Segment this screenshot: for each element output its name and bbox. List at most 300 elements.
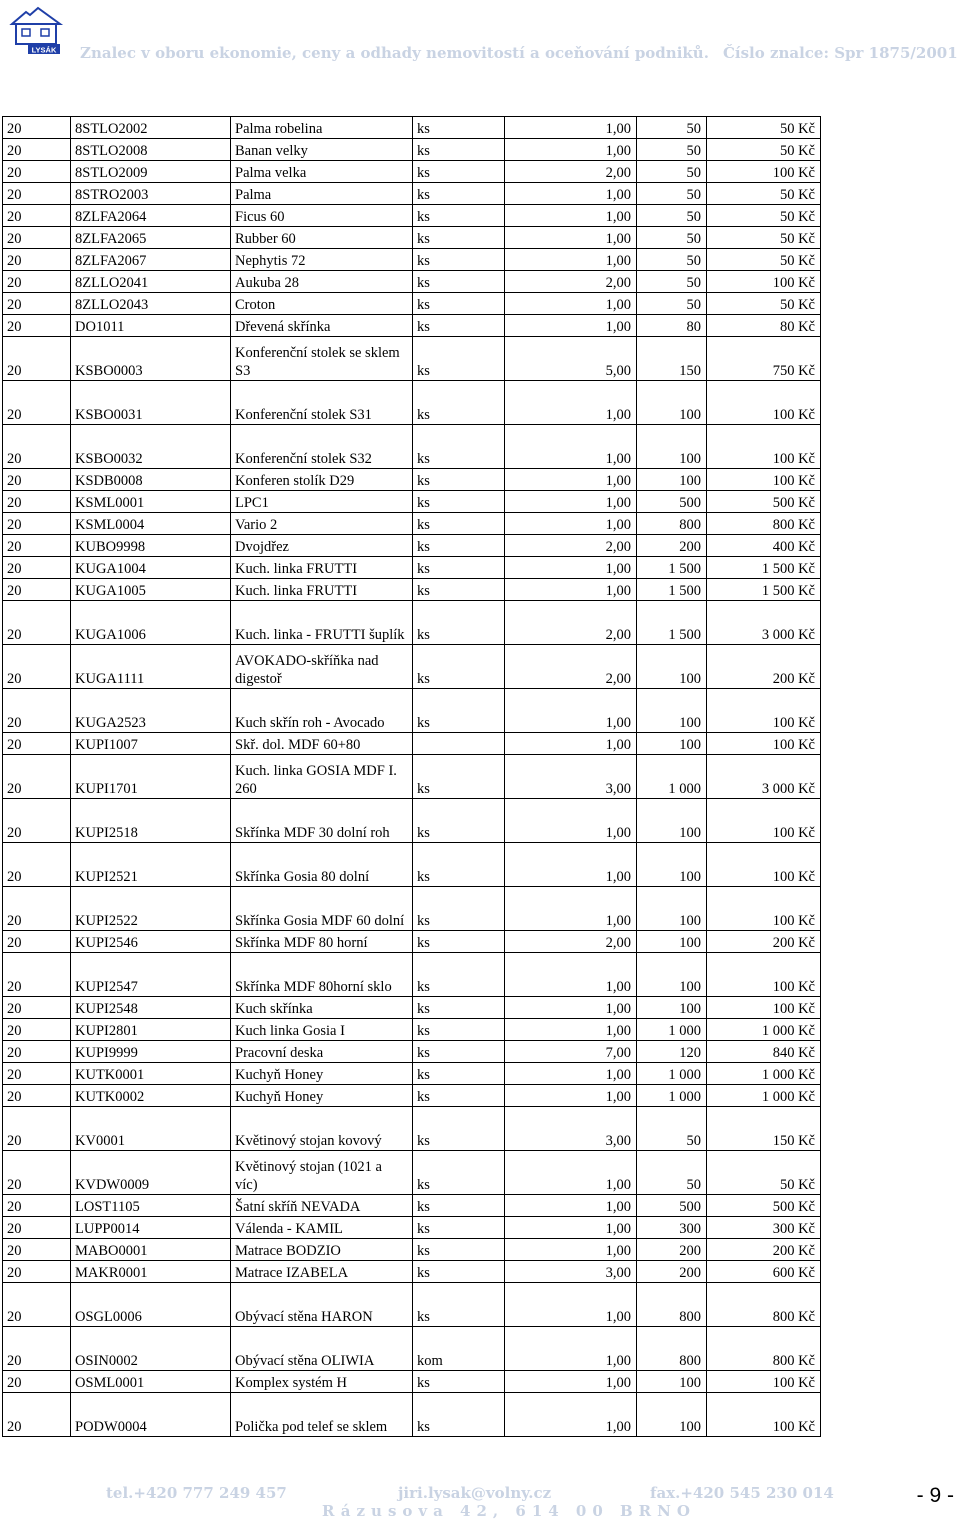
- cell-code: 8STLO2009: [71, 161, 231, 183]
- table-row: [3, 997, 821, 1019]
- cell-quantity: 1,00: [505, 227, 637, 249]
- cell-category: 20: [3, 931, 71, 953]
- cell-name: Skřínka Gosia MDF 60 dolní: [231, 887, 413, 931]
- table-row: [3, 293, 821, 315]
- cell-unit: ks: [413, 1151, 505, 1195]
- cell-unit-price: 100: [637, 733, 707, 755]
- cell-code: KUPI2546: [71, 931, 231, 953]
- cell-unit-price: 500: [637, 1195, 707, 1217]
- cell-name: Banan velky: [231, 139, 413, 161]
- table-row: [3, 1217, 821, 1239]
- table-row: [3, 381, 821, 425]
- cell-unit-price: 800: [637, 513, 707, 535]
- cell-name: Komplex systém H: [231, 1371, 413, 1393]
- cell-unit: ks: [413, 601, 505, 645]
- cell-unit-price: 50: [637, 293, 707, 315]
- cell-name: Polička pod telef se sklem: [231, 1393, 413, 1437]
- table-row: [3, 161, 821, 183]
- cell-unit-price: 1 000: [637, 1019, 707, 1041]
- cell-category: 20: [3, 1151, 71, 1195]
- table-row: [3, 1261, 821, 1283]
- cell-unit-price: 100: [637, 953, 707, 997]
- inventory-table-body: [3, 117, 821, 1437]
- cell-quantity: 1,00: [505, 887, 637, 931]
- cell-unit: ks: [413, 1085, 505, 1107]
- cell-quantity: 1,00: [505, 293, 637, 315]
- cell-quantity: 1,00: [505, 183, 637, 205]
- cell-code: KUPI2521: [71, 843, 231, 887]
- cell-unit: ks: [413, 931, 505, 953]
- cell-quantity: 3,00: [505, 755, 637, 799]
- cell-unit: ks: [413, 645, 505, 689]
- cell-category: 20: [3, 557, 71, 579]
- cell-code: KUTK0001: [71, 1063, 231, 1085]
- cell-category: 20: [3, 1195, 71, 1217]
- footer-email: jiri.lysak@volny.cz: [398, 1484, 552, 1502]
- footer-phone: tel.+420 777 249 457: [106, 1484, 287, 1502]
- cell-category: 20: [3, 337, 71, 381]
- cell-unit: ks: [413, 271, 505, 293]
- cell-name: Kuchyň Honey: [231, 1085, 413, 1107]
- cell-total: 300 Kč: [707, 1217, 821, 1239]
- cell-quantity: 1,00: [505, 579, 637, 601]
- cell-category: 20: [3, 579, 71, 601]
- table-row: [3, 1151, 821, 1195]
- cell-quantity: 5,00: [505, 337, 637, 381]
- cell-unit-price: 100: [637, 931, 707, 953]
- cell-total: 750 Kč: [707, 337, 821, 381]
- cell-code: MAKR0001: [71, 1261, 231, 1283]
- cell-category: 20: [3, 887, 71, 931]
- cell-unit: ks: [413, 381, 505, 425]
- cell-total: 100 Kč: [707, 843, 821, 887]
- table-row: [3, 491, 821, 513]
- cell-total: 200 Kč: [707, 931, 821, 953]
- cell-name: Croton: [231, 293, 413, 315]
- cell-name: Dvojdřez: [231, 535, 413, 557]
- cell-category: 20: [3, 293, 71, 315]
- cell-name: Šatní skříň NEVADA: [231, 1195, 413, 1217]
- cell-unit-price: 300: [637, 1217, 707, 1239]
- cell-total: 50 Kč: [707, 183, 821, 205]
- cell-category: 20: [3, 689, 71, 733]
- cell-quantity: 1,00: [505, 249, 637, 271]
- cell-quantity: 1,00: [505, 117, 637, 139]
- cell-quantity: 1,00: [505, 1239, 637, 1261]
- cell-unit: ks: [413, 337, 505, 381]
- cell-total: 500 Kč: [707, 491, 821, 513]
- cell-code: KUGA2523: [71, 689, 231, 733]
- cell-unit: ks: [413, 843, 505, 887]
- cell-quantity: 1,00: [505, 469, 637, 491]
- cell-unit-price: 50: [637, 139, 707, 161]
- cell-unit: ks: [413, 953, 505, 997]
- cell-category: 20: [3, 139, 71, 161]
- table-row: [3, 733, 821, 755]
- cell-name: Pracovní deska: [231, 1041, 413, 1063]
- cell-quantity: 2,00: [505, 601, 637, 645]
- cell-code: KUPI1007: [71, 733, 231, 755]
- cell-name: AVOKADO-skříňka nad digestoř: [231, 645, 413, 689]
- table-row: [3, 315, 821, 337]
- cell-unit: ks: [413, 887, 505, 931]
- cell-unit-price: 100: [637, 1393, 707, 1437]
- cell-code: KVDW0009: [71, 1151, 231, 1195]
- cell-category: 20: [3, 469, 71, 491]
- company-logo: [8, 4, 64, 56]
- cell-category: 20: [3, 1393, 71, 1437]
- cell-unit-price: 150: [637, 337, 707, 381]
- cell-code: KSML0004: [71, 513, 231, 535]
- cell-category: 20: [3, 161, 71, 183]
- cell-unit-price: 1 500: [637, 601, 707, 645]
- cell-total: 50 Kč: [707, 227, 821, 249]
- cell-category: 20: [3, 1019, 71, 1041]
- cell-category: 20: [3, 645, 71, 689]
- cell-unit: ks: [413, 1063, 505, 1085]
- cell-total: 3 000 Kč: [707, 601, 821, 645]
- cell-unit: ks: [413, 425, 505, 469]
- cell-code: 8ZLFA2067: [71, 249, 231, 271]
- cell-name: Konferen stolík D29: [231, 469, 413, 491]
- cell-name: Skřínka MDF 80 horní: [231, 931, 413, 953]
- logo-text: LYSÁK: [31, 45, 57, 55]
- cell-category: 20: [3, 1041, 71, 1063]
- cell-code: KUGA1004: [71, 557, 231, 579]
- cell-total: 100 Kč: [707, 381, 821, 425]
- cell-code: KSML0001: [71, 491, 231, 513]
- cell-category: 20: [3, 1283, 71, 1327]
- cell-code: KSBO0031: [71, 381, 231, 425]
- cell-category: 20: [3, 755, 71, 799]
- cell-name: Nephytis 72: [231, 249, 413, 271]
- cell-total: 1 500 Kč: [707, 557, 821, 579]
- cell-unit: ks: [413, 689, 505, 733]
- cell-quantity: 1,00: [505, 1151, 637, 1195]
- cell-total: 1 000 Kč: [707, 1063, 821, 1085]
- cell-code: KUPI2522: [71, 887, 231, 931]
- cell-code: OSGL0006: [71, 1283, 231, 1327]
- cell-code: KSBO0003: [71, 337, 231, 381]
- cell-total: 1 000 Kč: [707, 1019, 821, 1041]
- cell-quantity: 1,00: [505, 513, 637, 535]
- cell-quantity: 3,00: [505, 1107, 637, 1151]
- cell-unit: ks: [413, 117, 505, 139]
- cell-unit: ks: [413, 513, 505, 535]
- cell-code: KUPI2801: [71, 1019, 231, 1041]
- cell-code: KSBO0032: [71, 425, 231, 469]
- cell-total: 80 Kč: [707, 315, 821, 337]
- table-row: [3, 1393, 821, 1437]
- cell-unit-price: 50: [637, 183, 707, 205]
- cell-name: Kuch. linka FRUTTI: [231, 557, 413, 579]
- table-row: [3, 645, 821, 689]
- cell-unit-price: 50: [637, 271, 707, 293]
- cell-category: 20: [3, 205, 71, 227]
- cell-unit-price: 100: [637, 645, 707, 689]
- cell-unit: ks: [413, 183, 505, 205]
- cell-unit-price: 50: [637, 1151, 707, 1195]
- cell-total: 100 Kč: [707, 733, 821, 755]
- cell-category: 20: [3, 1239, 71, 1261]
- cell-category: 20: [3, 227, 71, 249]
- cell-total: 100 Kč: [707, 799, 821, 843]
- cell-category: 20: [3, 799, 71, 843]
- page-number: - 9 -: [916, 1484, 954, 1507]
- cell-total: 600 Kč: [707, 1261, 821, 1283]
- cell-code: 8STLO2002: [71, 117, 231, 139]
- cell-unit: kom: [413, 1327, 505, 1371]
- cell-quantity: 2,00: [505, 645, 637, 689]
- cell-code: KUPI9999: [71, 1041, 231, 1063]
- cell-unit: ks: [413, 227, 505, 249]
- cell-name: Matrace IZABELA: [231, 1261, 413, 1283]
- cell-quantity: 1,00: [505, 1393, 637, 1437]
- cell-quantity: 1,00: [505, 733, 637, 755]
- table-row: [3, 1283, 821, 1327]
- cell-total: 50 Kč: [707, 1151, 821, 1195]
- cell-name: Dřevená skřínka: [231, 315, 413, 337]
- table-row: [3, 1195, 821, 1217]
- cell-name: Kuch. linka FRUTTI: [231, 579, 413, 601]
- table-row: [3, 183, 821, 205]
- cell-quantity: 1,00: [505, 491, 637, 513]
- cell-unit: ks: [413, 535, 505, 557]
- cell-code: 8ZLFA2064: [71, 205, 231, 227]
- cell-category: 20: [3, 953, 71, 997]
- cell-name: Skřínka MDF 80horní sklo: [231, 953, 413, 997]
- cell-unit: ks: [413, 997, 505, 1019]
- cell-unit: ks: [413, 293, 505, 315]
- cell-name: Skřínka Gosia 80 dolní: [231, 843, 413, 887]
- cell-category: 20: [3, 491, 71, 513]
- cell-quantity: 1,00: [505, 1085, 637, 1107]
- cell-code: KUGA1005: [71, 579, 231, 601]
- cell-unit-price: 100: [637, 469, 707, 491]
- cell-code: LOST1105: [71, 1195, 231, 1217]
- cell-total: 100 Kč: [707, 271, 821, 293]
- table-row: [3, 227, 821, 249]
- cell-total: 3 000 Kč: [707, 755, 821, 799]
- cell-unit: ks: [413, 799, 505, 843]
- cell-unit-price: 50: [637, 249, 707, 271]
- cell-category: 20: [3, 601, 71, 645]
- cell-unit-price: 200: [637, 535, 707, 557]
- cell-unit-price: 50: [637, 161, 707, 183]
- cell-quantity: 1,00: [505, 1283, 637, 1327]
- cell-category: 20: [3, 1107, 71, 1151]
- cell-unit: ks: [413, 1041, 505, 1063]
- table-row: [3, 205, 821, 227]
- table-row: [3, 1019, 821, 1041]
- table-row: [3, 1327, 821, 1371]
- cell-unit-price: 100: [637, 843, 707, 887]
- cell-name: Kuchyň Honey: [231, 1063, 413, 1085]
- cell-unit: ks: [413, 161, 505, 183]
- cell-unit: ks: [413, 579, 505, 601]
- table-row: [3, 535, 821, 557]
- cell-category: 20: [3, 425, 71, 469]
- cell-name: Rubber 60: [231, 227, 413, 249]
- cell-unit-price: 50: [637, 117, 707, 139]
- cell-unit-price: 100: [637, 381, 707, 425]
- cell-unit-price: 100: [637, 425, 707, 469]
- footer-address: Rázusova 42, 614 00 BRNO: [322, 1502, 696, 1520]
- cell-quantity: 1,00: [505, 843, 637, 887]
- cell-name: Květinový stojan kovový: [231, 1107, 413, 1151]
- cell-quantity: 1,00: [505, 139, 637, 161]
- cell-code: KUPI2518: [71, 799, 231, 843]
- cell-name: Matrace BODZIO: [231, 1239, 413, 1261]
- header: [80, 44, 958, 62]
- table-row: [3, 887, 821, 931]
- cell-name: Kuch skřínka: [231, 997, 413, 1019]
- cell-unit-price: 800: [637, 1283, 707, 1327]
- cell-unit: ks: [413, 1371, 505, 1393]
- cell-unit: ks: [413, 1393, 505, 1437]
- cell-category: 20: [3, 381, 71, 425]
- cell-unit-price: 200: [637, 1261, 707, 1283]
- cell-total: 50 Kč: [707, 249, 821, 271]
- cell-quantity: 7,00: [505, 1041, 637, 1063]
- cell-quantity: 2,00: [505, 271, 637, 293]
- cell-unit: ks: [413, 1107, 505, 1151]
- cell-code: KUGA1006: [71, 601, 231, 645]
- table-row: [3, 1371, 821, 1393]
- cell-code: KSDB0008: [71, 469, 231, 491]
- table-row: [3, 601, 821, 645]
- cell-name: Palma robelina: [231, 117, 413, 139]
- cell-quantity: 1,00: [505, 381, 637, 425]
- cell-category: 20: [3, 1371, 71, 1393]
- cell-code: 8STRO2003: [71, 183, 231, 205]
- cell-code: 8ZLFA2065: [71, 227, 231, 249]
- cell-unit: ks: [413, 1239, 505, 1261]
- cell-unit-price: 100: [637, 1371, 707, 1393]
- cell-code: 8ZLLO2043: [71, 293, 231, 315]
- cell-code: KUPI1701: [71, 755, 231, 799]
- cell-unit: ks: [413, 1261, 505, 1283]
- cell-unit: ks: [413, 1195, 505, 1217]
- cell-unit: ks: [413, 755, 505, 799]
- cell-unit: ks: [413, 205, 505, 227]
- cell-total: 50 Kč: [707, 139, 821, 161]
- cell-category: 20: [3, 1327, 71, 1371]
- cell-unit-price: 1 500: [637, 557, 707, 579]
- cell-code: LUPP0014: [71, 1217, 231, 1239]
- cell-quantity: 2,00: [505, 535, 637, 557]
- cell-unit-price: 50: [637, 205, 707, 227]
- table-row: [3, 689, 821, 733]
- cell-quantity: 1,00: [505, 799, 637, 843]
- cell-category: 20: [3, 997, 71, 1019]
- header-right-text: Číslo znalce: Spr 1875/2001: [722, 44, 958, 62]
- cell-total: 100 Kč: [707, 689, 821, 733]
- cell-total: 400 Kč: [707, 535, 821, 557]
- table-row: [3, 139, 821, 161]
- cell-name: Kuch skřín roh - Avocado: [231, 689, 413, 733]
- cell-total: 50 Kč: [707, 117, 821, 139]
- cell-unit: ks: [413, 249, 505, 271]
- cell-total: 100 Kč: [707, 161, 821, 183]
- table-row: [3, 249, 821, 271]
- cell-total: 100 Kč: [707, 469, 821, 491]
- cell-name: Kuch. linka GOSIA MDF I. 260: [231, 755, 413, 799]
- cell-name: Obývací stěna OLIWIA: [231, 1327, 413, 1371]
- cell-unit-price: 100: [637, 887, 707, 931]
- cell-code: MABO0001: [71, 1239, 231, 1261]
- cell-unit: ks: [413, 1217, 505, 1239]
- cell-quantity: 1,00: [505, 1327, 637, 1371]
- cell-quantity: 1,00: [505, 953, 637, 997]
- cell-category: 20: [3, 513, 71, 535]
- cell-category: 20: [3, 1217, 71, 1239]
- cell-total: 200 Kč: [707, 1239, 821, 1261]
- cell-total: 100 Kč: [707, 1393, 821, 1437]
- cell-name: Obývací stěna HARON: [231, 1283, 413, 1327]
- cell-unit: ks: [413, 469, 505, 491]
- cell-unit: ks: [413, 315, 505, 337]
- cell-quantity: 1,00: [505, 425, 637, 469]
- table-row: [3, 843, 821, 887]
- cell-unit-price: 120: [637, 1041, 707, 1063]
- cell-unit-price: 50: [637, 227, 707, 249]
- cell-total: 100 Kč: [707, 997, 821, 1019]
- cell-category: 20: [3, 315, 71, 337]
- cell-unit-price: 1 000: [637, 1063, 707, 1085]
- cell-quantity: 1,00: [505, 1195, 637, 1217]
- cell-quantity: 1,00: [505, 1217, 637, 1239]
- cell-total: 800 Kč: [707, 1283, 821, 1327]
- table-row: [3, 1041, 821, 1063]
- table-row: [3, 337, 821, 381]
- cell-category: 20: [3, 117, 71, 139]
- cell-code: KUGA1111: [71, 645, 231, 689]
- cell-name: Vario 2: [231, 513, 413, 535]
- cell-unit-price: 80: [637, 315, 707, 337]
- cell-unit-price: 800: [637, 1327, 707, 1371]
- cell-name: Palma: [231, 183, 413, 205]
- cell-code: 8STLO2008: [71, 139, 231, 161]
- cell-category: 20: [3, 1261, 71, 1283]
- footer-fax: fax.+420 545 230 014: [650, 1484, 834, 1502]
- cell-unit: ks: [413, 491, 505, 513]
- cell-total: 800 Kč: [707, 513, 821, 535]
- table-row: [3, 799, 821, 843]
- cell-total: 100 Kč: [707, 1371, 821, 1393]
- cell-quantity: 2,00: [505, 161, 637, 183]
- cell-code: OSML0001: [71, 1371, 231, 1393]
- cell-name: Aukuba 28: [231, 271, 413, 293]
- cell-code: KUPI2548: [71, 997, 231, 1019]
- inventory-table: [2, 116, 821, 1437]
- cell-category: 20: [3, 843, 71, 887]
- cell-code: KUBO9998: [71, 535, 231, 557]
- cell-code: PODW0004: [71, 1393, 231, 1437]
- cell-total: 100 Kč: [707, 953, 821, 997]
- cell-name: Konferenční stolek S32: [231, 425, 413, 469]
- cell-total: 100 Kč: [707, 887, 821, 931]
- table-row: [3, 1085, 821, 1107]
- cell-category: 20: [3, 535, 71, 557]
- header-left-text: Znalec v oboru ekonomie, ceny a odhady nemovitostí a oceňování podniků.: [80, 44, 709, 62]
- cell-unit-price: 100: [637, 997, 707, 1019]
- cell-unit-price: 200: [637, 1239, 707, 1261]
- cell-category: 20: [3, 1063, 71, 1085]
- cell-unit-price: 500: [637, 491, 707, 513]
- table-row: [3, 469, 821, 491]
- cell-quantity: 1,00: [505, 1063, 637, 1085]
